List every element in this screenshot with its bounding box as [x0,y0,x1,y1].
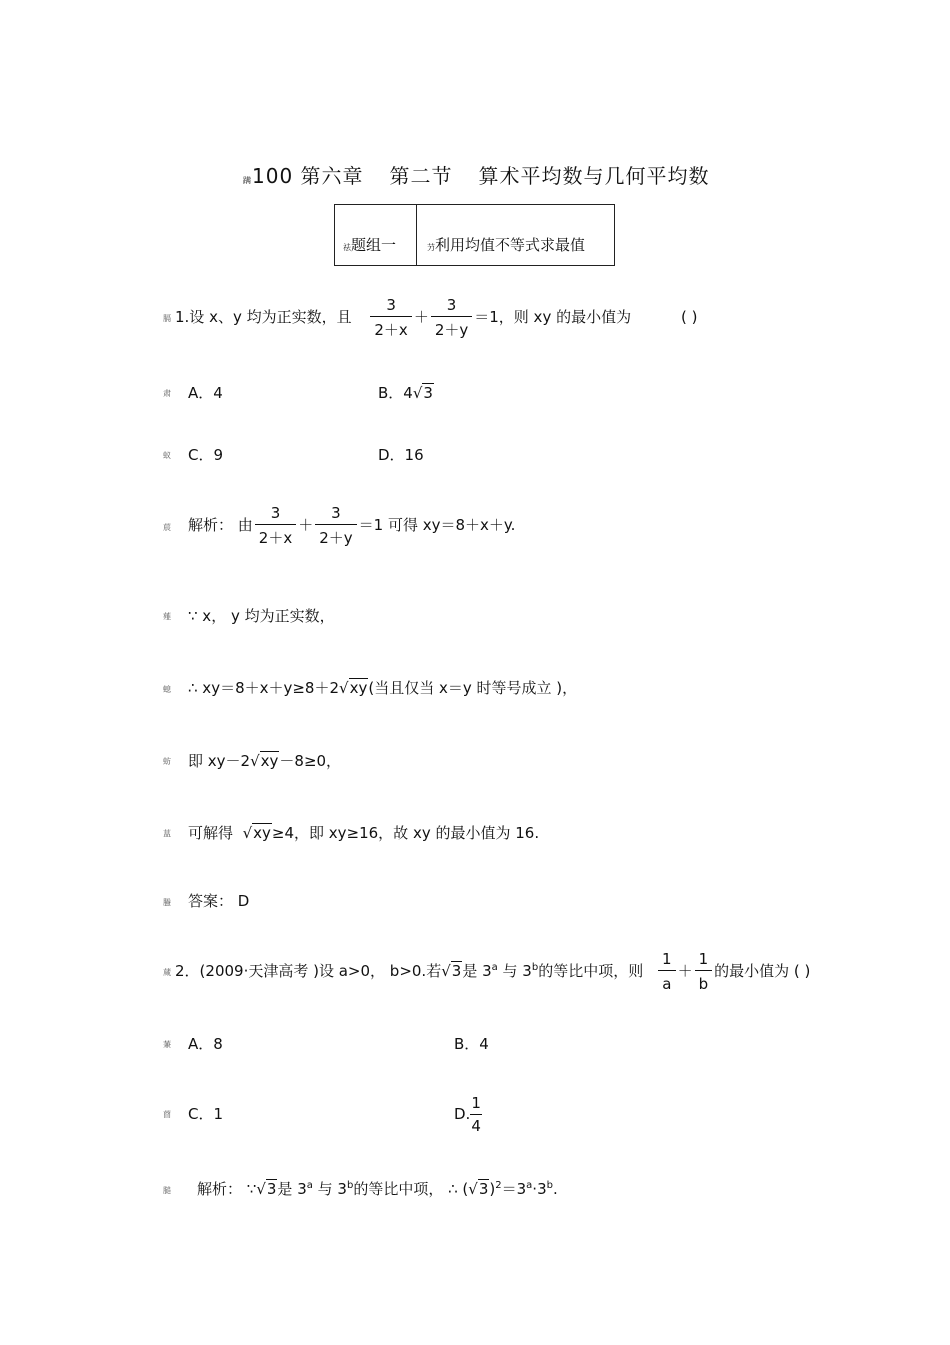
radicand: xy [349,679,368,697]
denominator: 4 [471,1117,481,1135]
option-text: D. [454,1105,471,1123]
radicand: xy [260,752,279,770]
fraction [470,1094,482,1135]
sqrt: √3 [412,384,433,402]
solution-text: 可解得 [188,824,234,842]
answer-blank: ( ) [681,308,698,326]
solution-text: ) [489,1180,496,1198]
exponent: b [346,1180,354,1191]
margin-marker: 螣 [163,898,171,907]
solution-text: ＝1 可得 xy＝8＋x＋y. [358,516,516,534]
numerator: 3 [315,504,356,525]
solution-text: ·3 [532,1180,547,1198]
option-c: C．1 [188,1105,224,1123]
question-text: ＝1，则 xy 的最小值为 [474,308,632,326]
margin-marker: 膇 [163,1186,171,1195]
box-divider [416,205,417,265]
solution-text: 解析： ∵ [197,1180,257,1198]
question-text: 与 3 [497,962,532,980]
numerator: 1 [470,1094,482,1115]
fraction [370,296,411,339]
plus-sign: ＋ [677,962,693,980]
page-title [243,160,710,189]
margin-marker: 莔 [163,1110,171,1119]
solution-text: . [552,1180,558,1198]
radicand: 3 [423,384,433,402]
fraction [695,950,713,993]
answer-1: 答案： D [188,892,250,910]
exponent: 2 [495,1180,502,1191]
denominator: a [662,975,672,993]
question-text: 的等比中项，则 [538,962,644,980]
solution-text: ≥4，即 xy≥16，故 xy 的最小值为 16. [271,824,540,842]
margin-marker: 莀 [163,523,171,532]
margin-marker: 蚄 [163,757,171,766]
solution-text: ∴ xy＝8＋x＋y≥8＋2 [188,679,340,697]
exponent: b [531,962,539,973]
topic-box [334,204,615,266]
exponent: b [546,1180,553,1191]
question-2-stem [175,950,810,993]
numerator: 1 [695,950,713,971]
fraction [315,504,356,547]
radicand: 3 [478,1180,489,1198]
exponent: a [491,962,498,973]
margin-marker: 蒇 [163,968,171,977]
radicand: 3 [266,1180,277,1198]
title-part: 第二节 [389,164,453,188]
solution-text: (当且仅当 x＝y 时等号成立 )， [368,679,578,697]
box-cell-group [343,234,396,255]
denominator: 2＋x [374,321,408,339]
solution-text: ＝3 [501,1180,527,1198]
margin-marker: 肃 [163,389,171,398]
margin-marker: 蚁 [163,451,171,460]
solution-1-line-1 [188,504,515,547]
sqrt: √xy [250,752,279,770]
question-text: 2．(2009·天津高考 )设 a>0， b>0.若 [175,962,442,980]
numerator: 3 [370,296,411,317]
solution-text: 的等比中项， ∴ ( [353,1180,469,1198]
sqrt: √3 [468,1180,489,1198]
title-part: 100 第六章 [252,164,364,188]
solution-1-line-2: ∵ x， y 均为正实数， [188,607,335,625]
sqrt: √xy [339,679,368,697]
title-part: 算术平均数与几何平均数 [478,164,710,188]
margin-marker: 膈 [163,314,171,323]
margin-marker: 祛 [343,243,351,252]
solution-text: 是 3 [277,1180,307,1198]
sqrt: √3 [256,1180,277,1198]
option-d [454,1094,484,1135]
fraction [255,504,296,547]
sqrt: √xy [242,824,271,842]
question-text: 是 3 [462,962,492,980]
solution-text: －8≥0， [279,752,342,770]
numerator: 3 [431,296,472,317]
option-text: B．4 [378,384,413,402]
box-cell-label: 题组一 [351,236,397,254]
option-b [378,382,434,403]
denominator: b [698,975,709,993]
option-a: A．8 [188,1035,223,1053]
exponent: a [526,1180,533,1191]
solution-text: 即 xy－2 [188,752,251,770]
question-1-stem [175,296,631,339]
option-c: C．9 [188,446,224,464]
solution-1-line-3 [188,677,577,698]
option-a: A．4 [188,384,223,402]
option-b: B．4 [454,1035,489,1053]
radicand: xy [253,824,271,842]
solution-1-line-4 [188,750,341,771]
solution-2-line-1 [197,1178,558,1199]
numerator: 3 [255,504,296,525]
box-cell-label: 利用均值不等式求最值 [435,236,586,254]
denominator: 2＋x [258,529,293,547]
margin-marker: 蒹 [163,1040,171,1049]
solution-1-line-5 [188,822,539,843]
solution-text: 解析： 由 [188,516,253,534]
exponent: a [306,1180,313,1191]
margin-marker: 蒀 [163,829,171,838]
denominator: 2＋y [434,321,469,339]
fraction [658,950,676,993]
margin-marker: 螅 [163,685,171,694]
denominator: 2＋y [319,529,353,547]
sqrt: √3 [441,962,462,980]
margin-marker: 蹒 [243,176,252,185]
solution-text: 与 3 [312,1180,347,1198]
plus-sign: ＋ [298,516,314,534]
fraction [431,296,472,339]
radicand: 3 [451,962,462,980]
question-text: 的最小值为 ( ) [714,962,811,980]
margin-marker: 薤 [163,612,171,621]
margin-marker: 芀 [427,243,435,252]
option-d: D．16 [378,446,424,464]
box-cell-topic [427,234,585,255]
question-text: 1.设 x、y 均为正实数，且 [175,308,352,326]
numerator: 1 [658,950,676,971]
plus-sign: ＋ [413,308,429,326]
